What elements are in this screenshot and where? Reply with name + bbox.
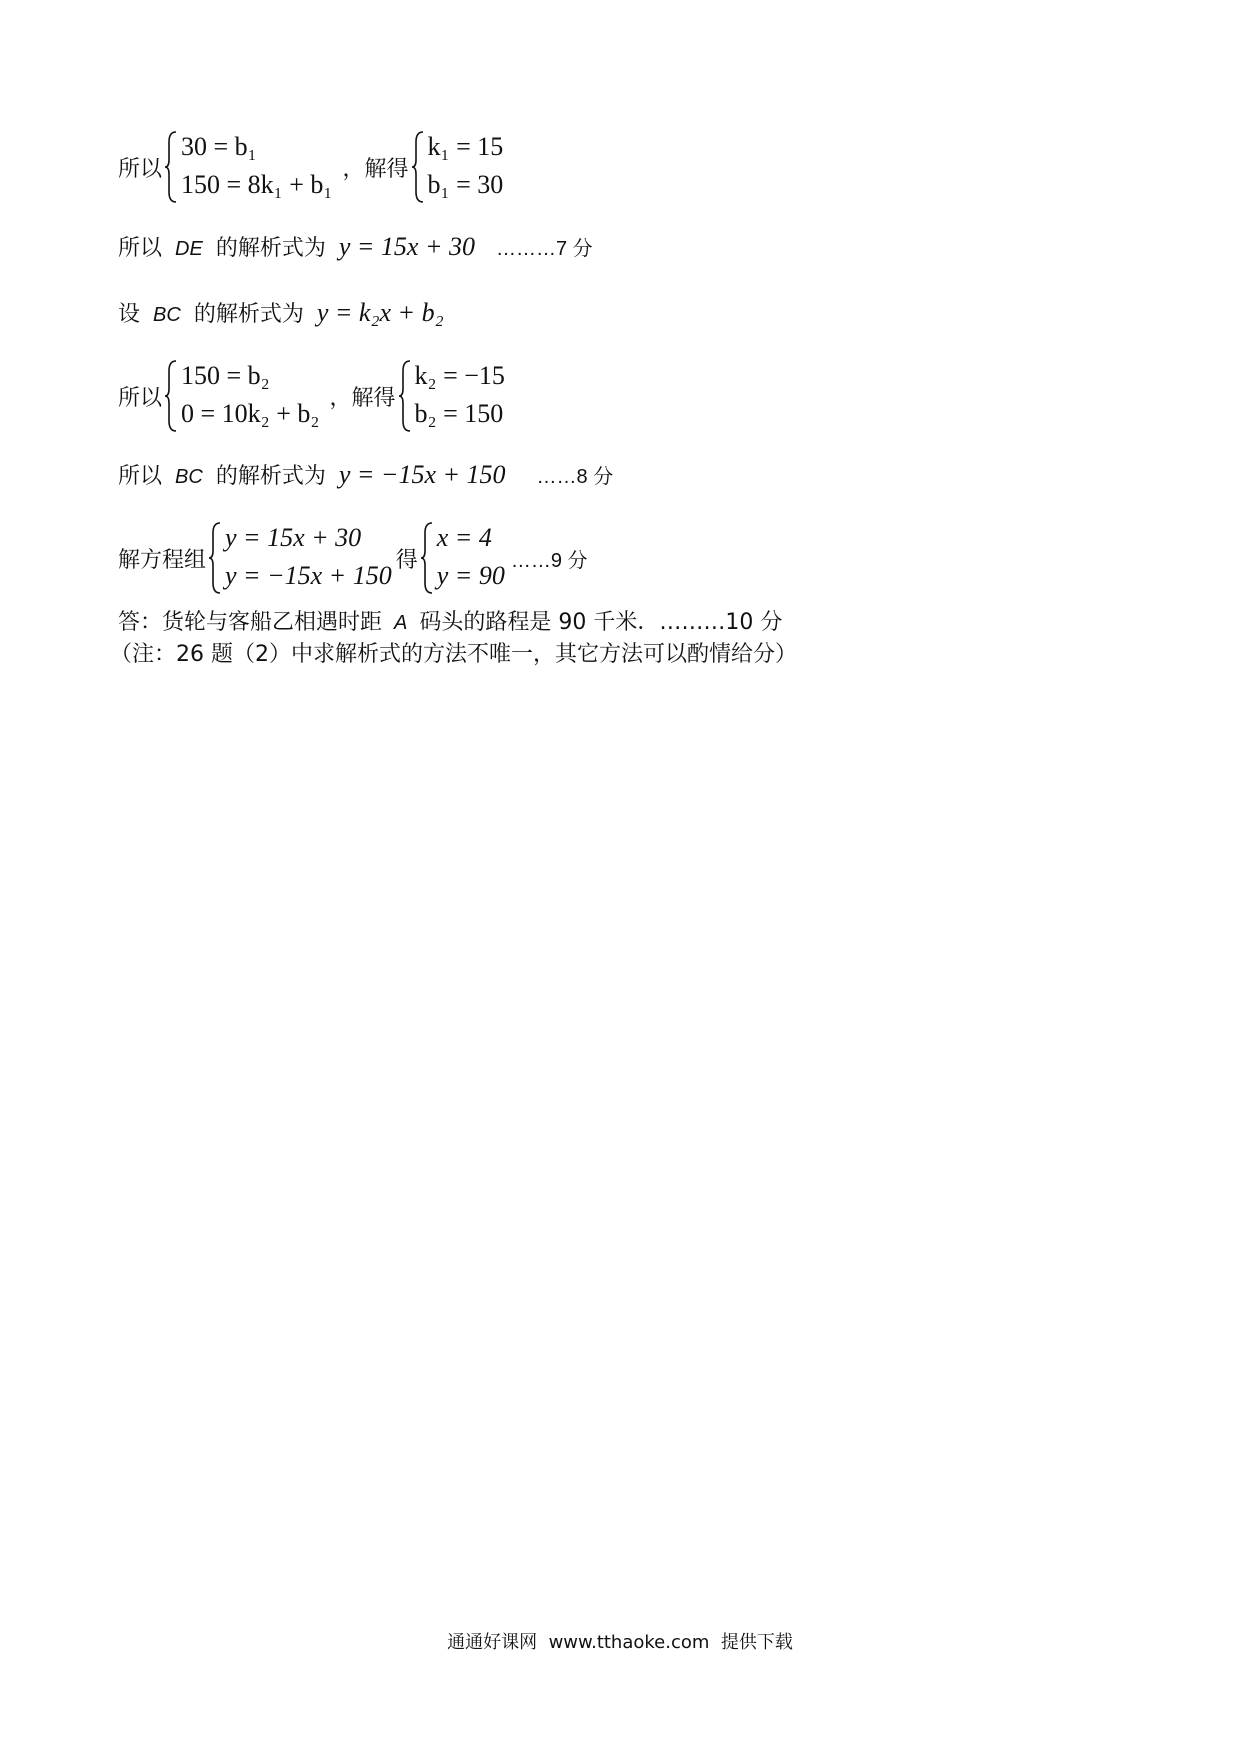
system-6b-row-2: y = 90 [436,561,505,590]
system-6a-row-2: y = −15x + 150 [225,561,392,590]
system-1a [162,130,332,204]
system-1a-row-2: 150 = 8k₁ + b₁ [181,170,333,199]
system-4b [396,359,505,433]
system-1b-row-2: b₁ = 30 [427,170,504,199]
system-6a-row-1: y = 15x + 30 [225,523,362,552]
equation-line-3 [118,296,444,332]
line-2-text-1: 所以 [118,236,163,261]
line-3-text-2: 的解析式为 [193,302,304,327]
system-4a-row-2: 0 = 10k₂ + b₂ [181,399,320,428]
line-1-mid: ，解得 [342,156,409,182]
equation-line-1 [118,127,503,207]
equation-line-4 [118,356,505,436]
brace-icon [411,130,425,204]
footer-text: 通通好课网 www.tthaoke.com 提供下载 [447,1632,793,1653]
line-2-label: DE [175,238,203,260]
line-2-text-2: 的解析式为 [215,236,326,261]
line-3-label: BC [153,304,181,326]
system-1b-row-1: k₁ = 15 [427,132,504,161]
answer-text-2: 码头的路程是 90 千米．………10 分 [419,610,783,635]
answer-label: A [394,612,408,634]
system-4b-row-2: b₂ = 150 [414,399,504,428]
line-6-prefix: 解方程组 [118,547,207,573]
answer-text-1: 答：货轮与客船乙相遇时距 [118,610,383,635]
system-4b-row-1: k₂ = −15 [414,361,505,390]
equation-line-5 [118,458,613,494]
system-6a [206,521,392,595]
equation-line-6 [118,518,588,598]
brace-icon [420,521,434,595]
system-4a [162,359,319,433]
line-2-score: ………7 分 [496,238,593,260]
brace-icon [164,359,178,433]
line-5-text-1: 所以 [118,464,163,489]
line-1-prefix: 所以 [118,156,163,182]
line-6-score: ……9 分 [510,549,588,572]
brace-icon [398,359,412,433]
line-5-equation: y = −15x + 150 [338,460,506,489]
system-1a-row-1: 30 = b₁ [181,132,257,161]
line-2-equation: y = 15x + 30 [338,232,475,261]
system-4a-row-1: 150 = b₂ [181,361,270,390]
system-1b [409,130,504,204]
system-6b [418,521,505,595]
line-4-mid: ，解得 [329,385,396,411]
brace-icon [208,521,222,595]
line-5-text-2: 的解析式为 [215,464,326,489]
line-4-prefix: 所以 [118,385,163,411]
answer-line [118,608,782,638]
line-3-text-1: 设 [118,302,141,327]
line-5-label: BC [175,466,203,488]
line-6-mid: 得 [395,547,418,573]
line-3-equation: y = k₂x + b₂ [316,298,444,327]
brace-icon [164,130,178,204]
system-6b-row-1: x = 4 [436,523,492,552]
note-line: （注：26 题（2）中求解析式的方法不唯一，其它方法可以酌情给分） [110,642,797,667]
equation-line-2 [118,230,593,266]
line-5-score: ……8 分 [536,466,614,488]
